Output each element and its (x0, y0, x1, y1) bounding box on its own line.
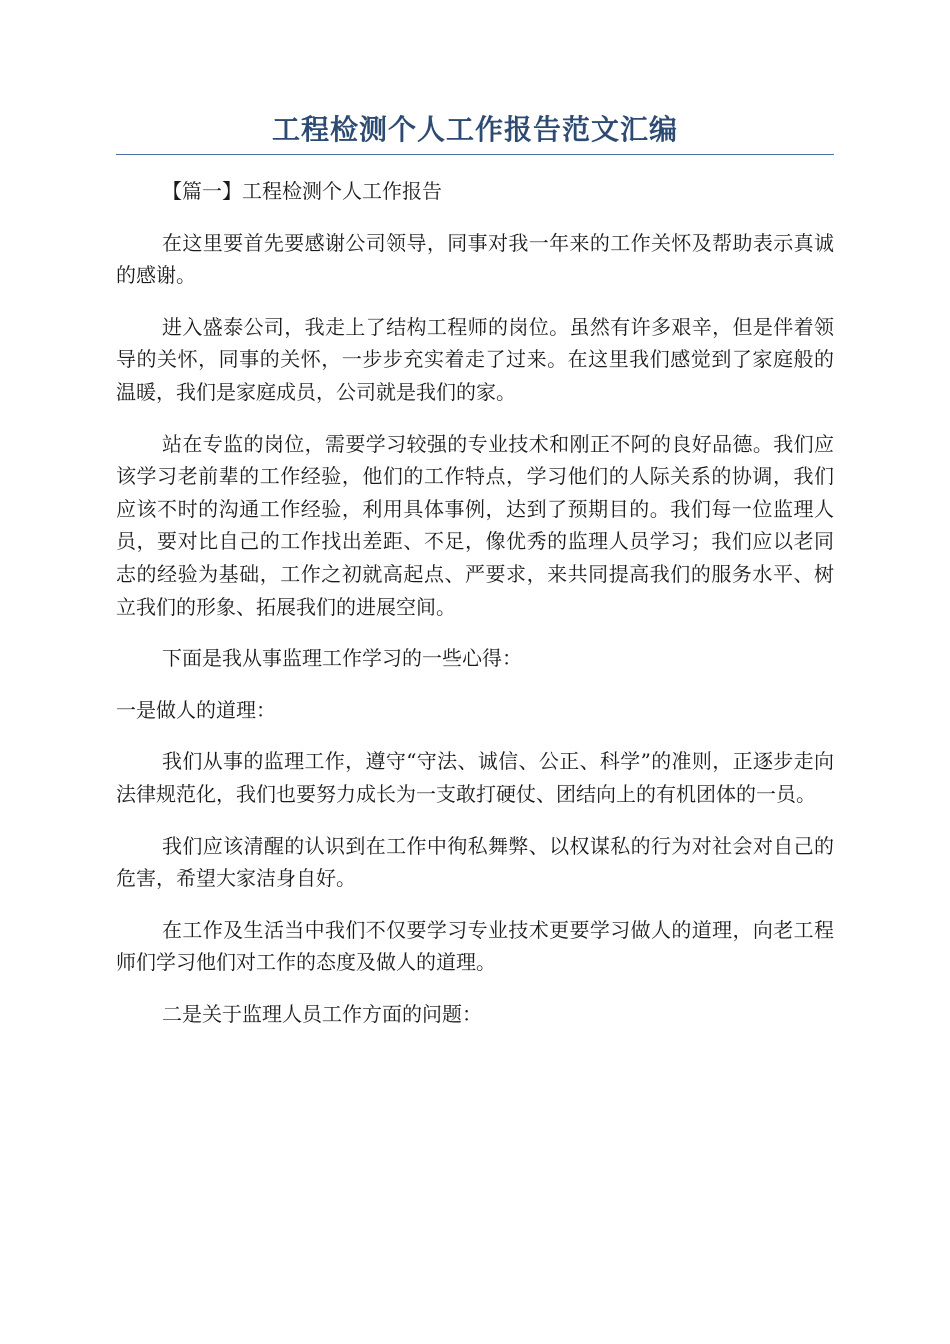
title-underline (116, 154, 834, 155)
document-title: 工程检测个人工作报告范文汇编 (271, 113, 678, 146)
paragraph-supervision-work: 我们从事的监理工作，遵守“守法、诚信、公正、科学”的准则，正逐步走向法律规范化，我们也要努力成长为一支敢打硬仗、团结向上的有机团体的一员。 (116, 749, 834, 806)
paragraph-thanks: 在这里要首先要感谢公司领导，同事对我一年来的工作关怀及帮助表示真诚的感谢。 (116, 230, 834, 288)
paragraph-joining-company: 进入盛泰公司，我走上了结构工程师的岗位。虽然有许多艰辛，但是伴着领导的关怀，同事的关怀，一步步充实着走了过来。在这里我们感觉到了家庭般的温暖，我们是家庭成员，公司就是我们的家。 (116, 314, 834, 404)
paragraph-experience-intro: 下面是我从事监理工作学习的一些心得： (162, 646, 522, 671)
subheading-two: 二是关于监理人员工作方面的问题： (162, 1001, 482, 1026)
section-heading-1: 【篇一】工程检测个人工作报告 (162, 179, 442, 203)
paragraph-learning: 在工作及生活当中我们不仅要学习专业技术更要学习做人的道理，向老工程师们学习他们对工作的态度及做人的道理。 (116, 917, 834, 975)
subheading-one: 一是做人的道理： (116, 697, 276, 722)
document-page (116, 108, 834, 1049)
paragraph-supervisor-role: 站在专监的岗位，需要学习较强的专业技术和刚正不阿的良好品德。我们应该学习老前辈的工作经验，他们的工作特点，学习他们的人际关系的协调，我们应该不时的沟通工作经验，利用具体事例，达到了预期目的。我们每一位监理人员，要对比自己的工作找出差距、不足，像优秀的监理人员学习；我们应以老同志的经验为基础，工作之初就高起点、严要求，来共同提高我们的服务水平、树立我们的形象、拓展我们的进展空间。 (116, 431, 834, 619)
paragraph-integrity: 我们应该清醒的认识到在工作中徇私舞弊、以权谋私的行为对社会对自己的危害，希望大家洁身自好。 (116, 833, 834, 891)
